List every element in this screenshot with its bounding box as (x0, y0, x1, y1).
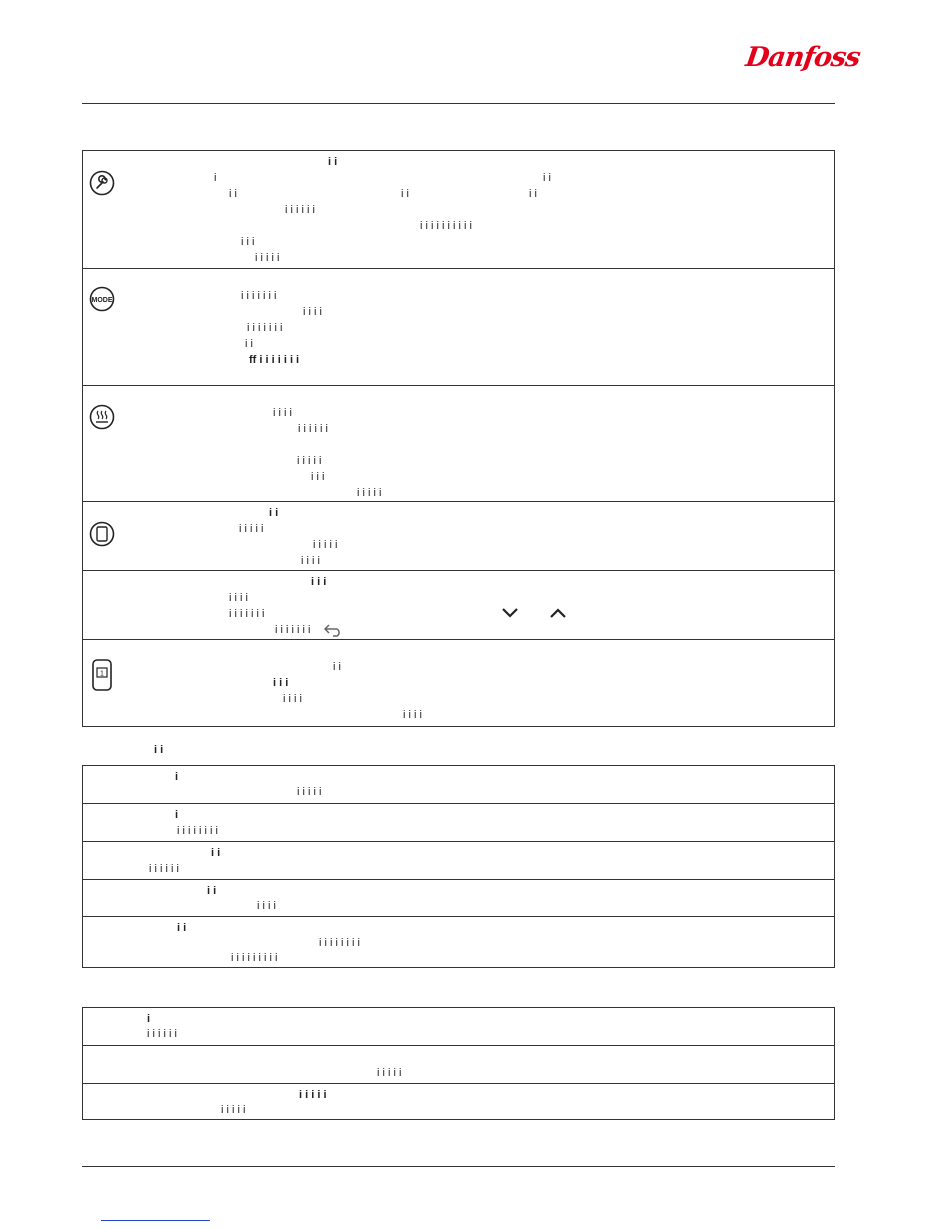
table-row (83, 501, 834, 570)
heating-icon (89, 404, 115, 430)
row-text: i i i (311, 471, 325, 483)
row-text: i i i i i i (298, 423, 328, 435)
footer-rule (82, 1166, 835, 1167)
row-text: i i (245, 338, 253, 350)
back-arrow-icon (323, 623, 345, 637)
table-row (83, 268, 834, 385)
row-text: i (175, 771, 179, 783)
row-text: i i i i i i i i (177, 825, 218, 837)
row-text: i i i i i (313, 539, 338, 551)
chevron-down-icon (501, 607, 519, 619)
row-text: i i i i (403, 709, 422, 721)
row-text: i i i i i (357, 487, 382, 499)
row-text: i i i i i (221, 1104, 246, 1116)
row-text: i (175, 809, 179, 821)
row-text: i i i i (283, 693, 302, 705)
row-text: i i i i i (255, 252, 280, 264)
row-text: i (214, 172, 217, 184)
header-rule (82, 103, 835, 104)
footer-link[interactable] (101, 1220, 210, 1221)
row-text: i i i i i i i i i i (420, 220, 472, 232)
row-text: i i i i (303, 306, 322, 318)
row-text: i i i i i i i (241, 290, 277, 302)
row-text: i i (269, 507, 279, 519)
svg-text:1: 1 (100, 670, 104, 678)
section-heading: i i (154, 744, 164, 756)
row-text: i i (229, 188, 237, 200)
row-text: i i i i i (377, 1067, 402, 1079)
row-text: i i (211, 847, 221, 859)
row-text: i i i i i i i (275, 624, 311, 636)
notes-table (82, 1007, 835, 1120)
row-text: i i i i (301, 555, 320, 567)
row-text: i i i i i (297, 455, 322, 467)
row-text: i i i i i i (285, 204, 315, 216)
row-text: i i (543, 172, 551, 184)
row-text: i i i (311, 576, 327, 588)
table-row (83, 1083, 834, 1120)
row-text: i i i i i (299, 1089, 327, 1101)
table-row (83, 803, 834, 841)
table-row (83, 570, 834, 639)
table-row (83, 1008, 834, 1045)
table-row (83, 766, 834, 803)
table-row (83, 916, 834, 967)
row-text: i i i i i i (147, 1028, 177, 1040)
row-text: i i (177, 922, 187, 934)
mode-icon (89, 286, 115, 312)
chevron-up-icon (549, 607, 567, 619)
table-row (83, 879, 834, 916)
row-text: i i i i i i i (229, 608, 265, 620)
row-text: i i (207, 885, 217, 897)
row-text: i i (401, 188, 409, 200)
settings-table (82, 765, 835, 968)
row-text: i i i (241, 236, 255, 248)
row-text: i i i i i i i (247, 322, 283, 334)
row-text: i i i i i (297, 786, 322, 798)
row-text: i i i i (257, 900, 276, 912)
table-row (83, 385, 834, 501)
tablet-icon (89, 521, 115, 547)
row-text: i i i (273, 677, 289, 689)
row-text: i i i i i i i i i (231, 952, 278, 964)
row-text: i i (529, 188, 537, 200)
table-row (83, 841, 834, 879)
row-text: ff i i i i i i i (249, 354, 300, 366)
row-text: i i (333, 661, 341, 673)
table-row (83, 639, 834, 726)
row-text: i i i i i i i i (319, 937, 360, 949)
danfoss-logo (743, 40, 862, 76)
controls-table (82, 150, 835, 727)
wrench-icon (89, 170, 115, 196)
row-text: i i i i (229, 592, 248, 604)
row-text: i (147, 1013, 151, 1025)
row-text: i i i i i i (149, 863, 179, 875)
row-text: i i i i (273, 407, 292, 419)
logo-text: Danfoss (743, 42, 862, 73)
calendar-icon (91, 658, 117, 692)
svg-text:MODE: MODE (91, 297, 113, 304)
row-text: i i i i i (239, 523, 264, 535)
table-row (83, 1045, 834, 1083)
row-text: i i (328, 156, 338, 168)
table-row (83, 151, 834, 268)
